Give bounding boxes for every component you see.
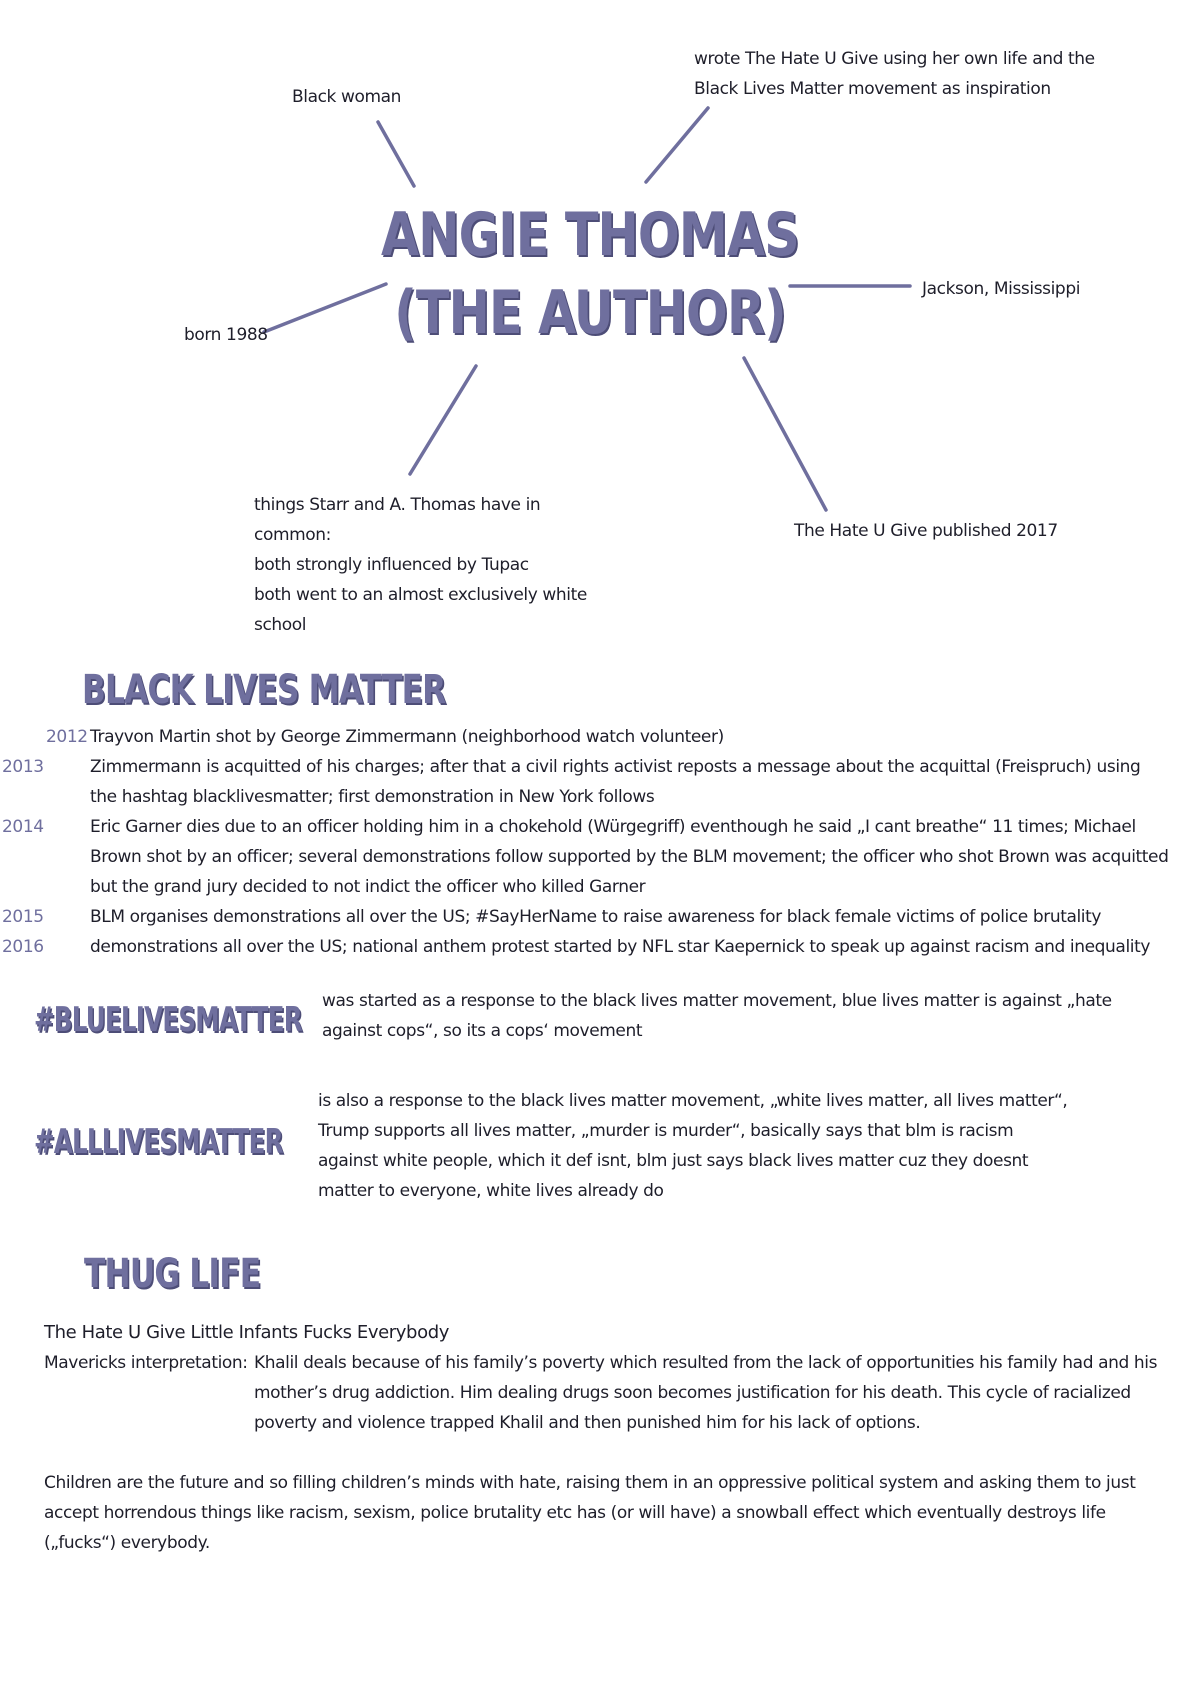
note-born: born 1988 — [184, 325, 268, 345]
timeline-year: 2015 — [2, 907, 44, 927]
timeline-row — [2, 812, 1170, 902]
note-common — [254, 490, 594, 640]
connector-inspiration — [646, 108, 708, 182]
author-title-line1: ANGIE THOMAS — [381, 200, 799, 270]
author-title-line2: (THE AUTHOR) — [394, 278, 786, 348]
timeline-year: 2014 — [2, 817, 44, 837]
note-black-woman: Black woman — [292, 87, 402, 107]
author-title — [360, 196, 819, 352]
connector-published — [744, 358, 826, 510]
interpretation-text: Khalil deals because of his family’s poverty which resulted from the lack of opportunities his family had and his mother’s drug addiction. Him dealing drugs soon becomes justification for his death. This cycle of racialized poverty and violence trapped Khalil and then punished him for his lack of options. — [254, 1353, 1158, 1433]
timeline-row — [2, 932, 1200, 962]
connector-black-woman — [378, 122, 414, 186]
connector-common — [410, 366, 476, 474]
timeline-row — [2, 902, 1200, 932]
thuglife-conclusion: Children are the future and so filling children’s minds with hate, raising them in an oppressive political system and asking them to just accept horrendous things like racism, sexism, police brutality etc has (or will have) a snowball effect which eventually destroys life („fucks“) everybody. — [44, 1473, 1136, 1553]
note-common-item: both went to an almost exclusively white school — [254, 585, 587, 635]
timeline-row — [46, 722, 1166, 752]
thuglife-title: THUG LIFE — [84, 1251, 261, 1297]
interpretation-label: Mavericks interpretation: — [44, 1353, 248, 1373]
timeline-year: 2012 — [46, 727, 88, 747]
timeline-row — [2, 752, 1170, 812]
timeline-year: 2013 — [2, 757, 44, 777]
note-common-heading: things Starr and A. Thomas have in common: — [254, 495, 541, 545]
alllives-title: #ALLLIVESMATTER — [34, 1122, 283, 1162]
note-common-item: both strongly influenced by Tupac — [254, 555, 529, 575]
bluelives-text: was started as a response to the black lives matter movement, blue lives matter is against „hate against cops“, so its a cops‘ movement — [322, 991, 1112, 1041]
thuglife-acronym: The Hate U Give Little Infants Fucks Everybody — [44, 1322, 449, 1343]
note-published: The Hate U Give published 2017 — [794, 521, 1058, 541]
timeline-text: Eric Garner dies due to an officer holding him in a chokehold (Würgegriff) eventhough he said „I cant breathe“ 11 times; Michael Brown shot by an officer; several demonstrations follow supported by the BLM movement; the officer who shot Brown was acquitted but the grand jury decided to not indict the officer who killed Garner — [90, 817, 1169, 897]
blm-title: BLACK LIVES MATTER — [82, 667, 446, 713]
timeline-text: Trayvon Martin shot by George Zimmermann (neighborhood watch volunteer) — [90, 727, 724, 747]
bluelives-title: #BLUELIVESMATTER — [34, 1000, 302, 1040]
note-hometown: Jackson, Mississippi — [922, 279, 1081, 299]
timeline-text: Zimmermann is acquitted of his charges; after that a civil rights activist reposts a message about the acquittal (Freispruch) using the hashtag blacklivesmatter; first demonstration in New York follows — [90, 757, 1141, 807]
timeline-year: 2016 — [2, 937, 44, 957]
timeline-text: demonstrations all over the US; national anthem protest started by NFL star Kaepernick to speak up against racism and inequality — [90, 937, 1151, 957]
timeline-text: BLM organises demonstrations all over the US; #SayHerName to raise awareness for black female victims of police brutality — [90, 907, 1102, 927]
note-inspiration: wrote The Hate U Give using her own life and the Black Lives Matter movement as inspiration — [694, 49, 1095, 99]
alllives-text: is also a response to the black lives matter movement, „white lives matter, all lives matter“, Trump supports all lives matter, „murder is murder“, basically says that blm is racism against white people, which it def isnt, blm just says black lives matter cuz they doesnt matter to everyone, white lives already do — [318, 1091, 1068, 1201]
